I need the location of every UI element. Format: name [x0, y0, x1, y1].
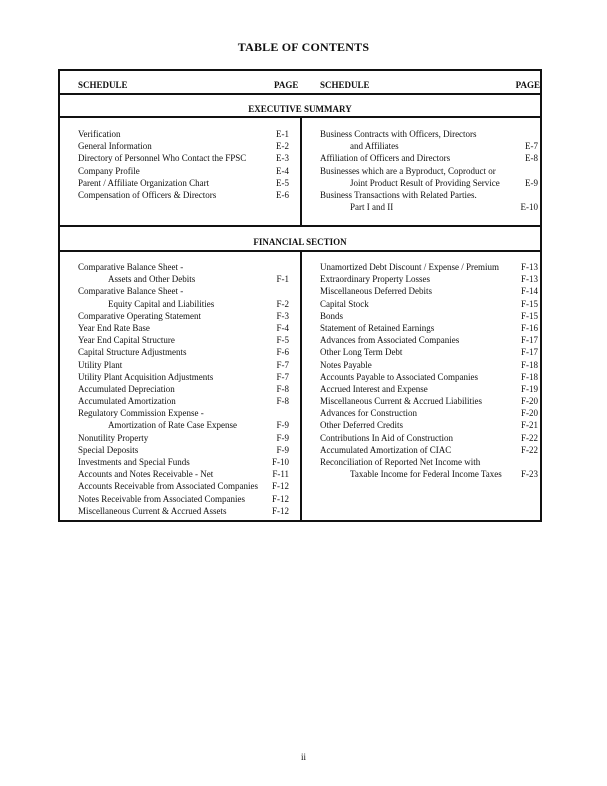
financial-left-column: [78, 261, 289, 517]
toc-entry-label: and Affiliates: [350, 141, 399, 152]
toc-entry-label: Amortization of Rate Case Expense: [108, 420, 237, 431]
toc-entry-label: Contributions In Aid of Construction: [320, 432, 454, 443]
toc-entry-page: F-22: [520, 444, 538, 455]
toc-entry: [78, 334, 289, 346]
toc-entry: [78, 261, 289, 273]
toc-entry-label: Advances from Associated Companies: [320, 335, 460, 346]
toc-entry-label: Extraordinary Property Losses: [320, 274, 430, 285]
toc-entry-label: Notes Payable: [320, 359, 372, 370]
toc-entry: [320, 407, 538, 419]
toc-entry-label: Business Contracts with Officers, Directors: [320, 129, 477, 139]
executive-left-column: [78, 128, 289, 201]
toc-entry: [78, 407, 289, 419]
section-title-executive-summary: EXECUTIVE SUMMARY: [248, 104, 352, 114]
header-schedule-right: SCHEDULE: [320, 80, 370, 90]
toc-entry-label: Unamortized Debt Discount / Expense / Premium: [320, 262, 499, 272]
executive-right-column: [320, 128, 538, 213]
toc-entry-label: Accumulated Amortization of CIAC: [320, 444, 452, 455]
toc-entry: [78, 468, 289, 480]
toc-entry-label: Advances for Construction: [320, 408, 417, 419]
toc-entry-page: F-11: [272, 469, 289, 480]
toc-entry: [320, 395, 538, 407]
toc-entry-label: Company Profile: [78, 165, 140, 176]
toc-entry-label: Accrued Interest and Expense: [320, 383, 428, 394]
toc-entry-page: F-9: [276, 444, 289, 455]
toc-entry-label: General Information: [78, 141, 152, 152]
toc-entry-label: Nonutility Property: [78, 432, 149, 443]
toc-entry: [78, 419, 289, 431]
toc-entry-label: Utility Plant Acquisition Adjustments: [78, 371, 214, 382]
toc-entry: [78, 165, 289, 177]
section-divider: [60, 225, 540, 227]
page-title: TABLE OF CONTENTS: [237, 40, 370, 54]
header-page-right: PAGE: [515, 80, 540, 90]
toc-entry-page: E-2: [276, 141, 289, 152]
financial-column-divider: [300, 250, 302, 522]
toc-entry-page: F-12: [271, 493, 289, 504]
section-title-financial-section: FINANCIAL SECTION: [253, 237, 347, 247]
toc-entry-label: Year End Rate Base: [78, 322, 150, 333]
toc-entry-label: Year End Capital Structure: [78, 335, 175, 346]
toc-entry-label: Other Long Term Debt: [320, 347, 403, 358]
toc-entry: [320, 468, 538, 480]
toc-entry: [320, 322, 538, 334]
toc-entry-page: E-7: [525, 141, 538, 152]
toc-entry-page: F-7: [276, 359, 289, 370]
toc-entry: [320, 359, 538, 371]
toc-entry-page: F-23: [520, 469, 538, 480]
toc-entry-page: E-5: [276, 177, 289, 188]
toc-entry: [320, 346, 538, 358]
toc-entry-label: Affiliation of Officers and Directors: [320, 153, 451, 164]
toc-entry-page: F-9: [276, 432, 289, 443]
toc-entry-label: Part I and II: [350, 202, 394, 213]
toc-entry-page: F-20: [520, 408, 538, 419]
toc-entry-page: F-4: [276, 322, 289, 333]
toc-entry-label: Notes Receivable from Associated Companies: [78, 493, 245, 504]
toc-entry-label: Equity Capital and Liabilities: [108, 298, 215, 309]
toc-entry-page: F-5: [276, 335, 289, 346]
toc-entry: [320, 298, 538, 310]
toc-entry-page: F-20: [520, 396, 538, 407]
toc-entry: [78, 285, 289, 297]
toc-entry: [320, 165, 538, 177]
toc-entry: [78, 189, 289, 201]
toc-entry-label: Regulatory Commission Expense -: [78, 408, 204, 419]
toc-entry-page: F-7: [276, 371, 289, 382]
toc-entry-label: Other Deferred Credits: [320, 420, 403, 431]
toc-entry-page: F-9: [276, 420, 289, 431]
toc-entry: [320, 456, 538, 468]
toc-entry-label: Parent / Affiliate Organization Chart: [78, 177, 210, 188]
toc-entry: [320, 383, 538, 395]
toc-entry: [78, 140, 289, 152]
toc-entry-label: Capital Stock: [320, 298, 369, 309]
toc-entry-page: F-12: [271, 481, 289, 492]
toc-entry: [78, 310, 289, 322]
toc-entry-page: E-10: [520, 202, 538, 213]
toc-entry-page: F-21: [520, 420, 538, 431]
toc-entry-page: F-6: [276, 347, 289, 358]
toc-entry: [78, 456, 289, 468]
toc-entry-label: Accounts Receivable from Associated Companies: [78, 481, 258, 492]
toc-entry: [320, 273, 538, 285]
toc-entry-page: F-17: [520, 335, 538, 346]
page-number: ii: [300, 752, 306, 762]
toc-entry-page: E-1: [276, 129, 289, 139]
toc-entry-label: Comparative Operating Statement: [78, 310, 201, 321]
toc-entry-label: Reconciliation of Reported Net Income with: [320, 457, 481, 467]
toc-entry-label: Miscellaneous Current & Accrued Assets: [78, 505, 227, 516]
toc-entry: [78, 273, 289, 285]
toc-entry: [320, 189, 538, 201]
toc-entry-label: Special Deposits: [78, 444, 139, 455]
toc-entry-label: Accounts Payable to Associated Companies: [320, 371, 478, 382]
toc-entry-label: Accumulated Depreciation: [78, 383, 175, 394]
toc-entry-page: F-10: [271, 457, 289, 467]
toc-entry-page: F-3: [276, 310, 289, 321]
toc-entry: [320, 128, 538, 140]
toc-entry: [320, 177, 538, 189]
toc-entry: [320, 261, 538, 273]
toc-entry-page: F-8: [276, 383, 289, 394]
toc-entry: [320, 444, 538, 456]
toc-entry-label: Utility Plant: [78, 359, 123, 370]
toc-entry-page: F-2: [276, 298, 289, 309]
toc-entry: [320, 419, 538, 431]
toc-entry-page: F-8: [276, 396, 289, 407]
toc-entry-label: Verification: [78, 129, 121, 139]
toc-entry-page: F-17: [520, 347, 538, 358]
toc-entry-page: F-15: [520, 298, 538, 309]
toc-table: [58, 69, 542, 522]
toc-entry: [78, 505, 289, 517]
header-divider: [60, 93, 540, 95]
toc-entry-label: Compensation of Officers & Directors: [78, 189, 217, 200]
financial-right-column: [320, 261, 538, 480]
toc-entry: [78, 493, 289, 505]
toc-entry-page: F-16: [520, 322, 538, 333]
toc-entry-page: E-8: [525, 153, 538, 164]
toc-entry: [320, 371, 538, 383]
toc-entry-label: Bonds: [320, 310, 344, 321]
toc-entry-label: Taxable Income for Federal Income Taxes: [350, 469, 502, 480]
toc-entry-page: E-6: [276, 189, 289, 200]
toc-entry: [320, 310, 538, 322]
toc-entry-label: Miscellaneous Deferred Debits: [320, 286, 432, 297]
toc-entry-page: E-3: [276, 153, 289, 164]
toc-entry-label: Business Transactions with Related Parties.: [320, 189, 477, 200]
header-page-left: PAGE: [274, 80, 299, 90]
toc-entry: [320, 140, 538, 152]
toc-entry-label: Investments and Special Funds: [78, 457, 190, 467]
toc-entry: [78, 346, 289, 358]
toc-entry-label: Comparative Balance Sheet -: [78, 262, 184, 272]
toc-entry: [78, 322, 289, 334]
toc-entry-label: Capital Structure Adjustments: [78, 347, 187, 358]
toc-entry-label: Assets and Other Debits: [108, 274, 196, 285]
toc-entry: [78, 152, 289, 164]
toc-entry: [78, 177, 289, 189]
toc-entry: [78, 395, 289, 407]
toc-entry: [320, 152, 538, 164]
toc-entry: [78, 444, 289, 456]
toc-entry-page: F-13: [520, 274, 538, 285]
toc-entry-page: F-14: [520, 286, 538, 297]
toc-entry-label: Statement of Retained Earnings: [320, 322, 435, 333]
toc-entry: [320, 285, 538, 297]
toc-entry: [320, 334, 538, 346]
toc-entry-label: Comparative Balance Sheet -: [78, 286, 184, 297]
toc-entry-page: F-13: [520, 262, 538, 272]
toc-entry: [78, 383, 289, 395]
executive-column-divider: [300, 116, 302, 225]
toc-entry: [78, 480, 289, 492]
toc-entry: [78, 359, 289, 371]
toc-entry: [78, 432, 289, 444]
toc-entry-page: E-9: [525, 177, 538, 188]
toc-entry: [78, 371, 289, 383]
toc-entry: [78, 298, 289, 310]
toc-entry-label: Miscellaneous Current & Accrued Liabilities: [320, 396, 482, 407]
toc-entry-page: F-15: [520, 310, 538, 321]
toc-entry-label: Accumulated Amortization: [78, 396, 176, 407]
toc-entry: [78, 128, 289, 140]
toc-entry-page: E-4: [276, 165, 289, 176]
toc-entry-label: Directory of Personnel Who Contact the FPSC: [78, 153, 247, 164]
toc-entry-page: F-22: [520, 432, 538, 443]
toc-entry: [320, 432, 538, 444]
toc-entry-page: F-18: [520, 359, 538, 370]
toc-entry-page: F-19: [520, 383, 538, 394]
toc-entry-label: Businesses which are a Byproduct, Coproduct or: [320, 165, 496, 176]
toc-entry-page: F-18: [520, 371, 538, 382]
toc-entry-page: F-12: [271, 505, 289, 516]
header-schedule-left: SCHEDULE: [78, 80, 128, 90]
toc-entry-label: Accounts and Notes Receivable - Net: [78, 469, 214, 480]
toc-entry: [320, 201, 538, 213]
toc-entry-page: F-1: [276, 274, 289, 285]
toc-entry-label: Joint Product Result of Providing Service: [350, 177, 500, 188]
